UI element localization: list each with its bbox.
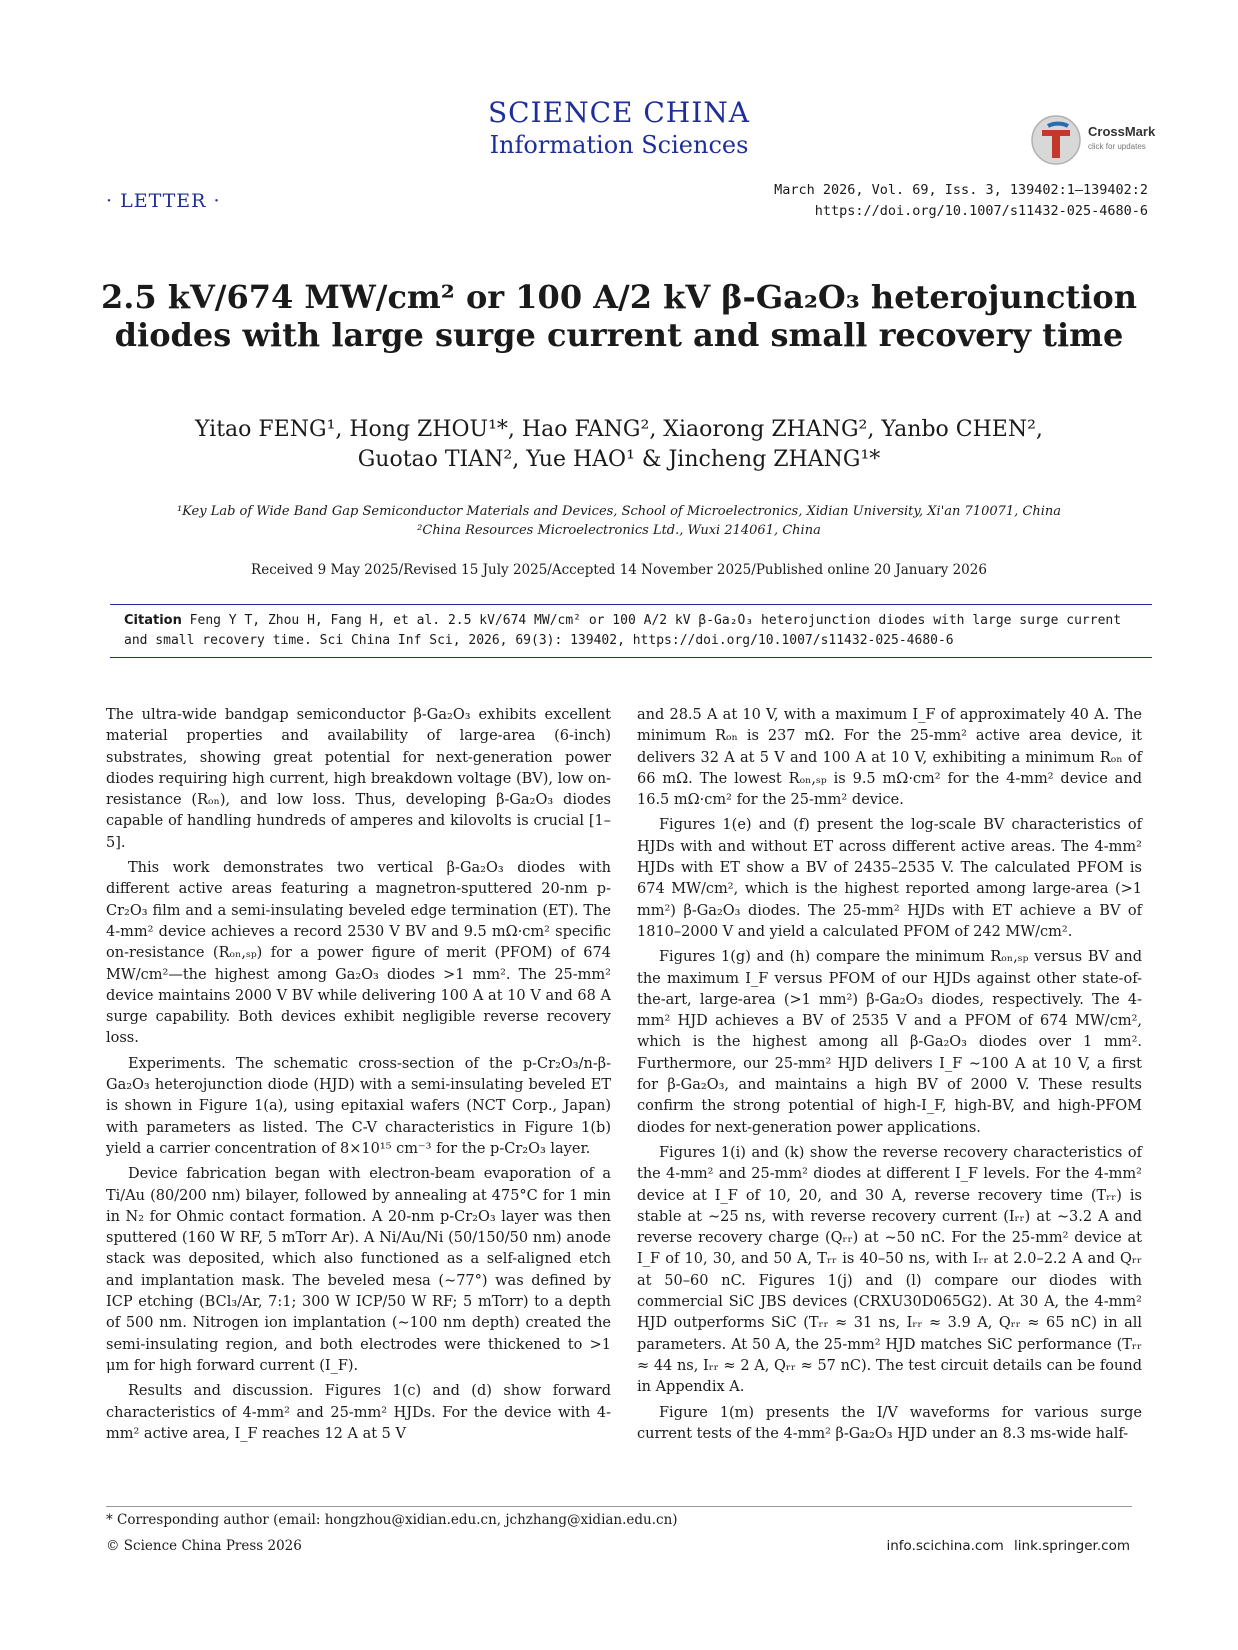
issue-line: March 2026, Vol. 69, Iss. 3, 139402:1–139402:2 [774,182,1148,198]
paragraph: Results and discussion. Figures 1(c) and (d) show forward characteristics of 4-mm² and 25-mm² HJDs. For the device with 4-mm² active area, I_F reaches 12 A at 5 V [106,1383,611,1442]
author-list [120,415,1118,475]
citation-box [110,604,1152,658]
article-title: 2.5 kV/674 MW/cm² or 100 A/2 kV β-Ga₂O₃ heterojunction diodes with large surge current and small recovery time [100,278,1138,354]
footnote-divider [106,1506,1132,1507]
paragraph: Figures 1(i) and (k) show the reverse recovery characteristics of the 4-mm² and 25-mm² diodes at different I_F levels. For the 4-mm² device at I_F of 10, 20, and 30 A, reverse recovery time (Tᵣᵣ) is stable at ∼25 ns, with reverse recovery current (Iᵣᵣ) at ∼3.2 A and reverse recovery charge (Qᵣᵣ) at ∼50 nC. For the 25-mm² device at I_F of 10, 30, and 50 A, Tᵣᵣ is 40–50 ns, with Iᵣᵣ at 2.0–2.2 A and Qᵣᵣ at 50–60 nC. Figures 1(j) and (l) compare our diodes with commercial SiC JBS devices (CRXU30D065G2). At 30 A, the 4-mm² HJD outperforms SiC (Tᵣᵣ ≈ 31 ns, Iᵣᵣ ≈ 3.9 A, Qᵣᵣ ≈ 65 nC) in all parameters. At 50 A, the 25-mm² HJD matches SiC performance (Tᵣᵣ ≈ 44 ns, Iᵣᵣ ≈ 2 A, Qᵣᵣ ≈ 57 nC). The test circuit details can be found in Appendix A. [637,1144,1142,1396]
body-column-left [106,705,611,1449]
journal-name: SCIENCE CHINA [488,96,750,129]
section-label: · LETTER · [106,190,221,212]
paragraph: Figures 1(e) and (f) present the log-scale BV characteristics of HJDs with and without ET across different active areas. The 4-mm² HJDs with ET show a BV of 2435–2535 V. The calculated PFOM is 674 MW/cm², which is the highest reported among large-area (>1 mm²) β-Ga₂O₃ diodes. The 25-mm² HJDs with ET achieve a BV of 1810–2000 V and yield a calculated PFOM of 242 MW/cm². [637,817,1142,940]
paragraph: Figures 1(g) and (h) compare the minimum Rₒₙ,ₛₚ versus BV and the maximum I_F versus PFOM of our HJDs against other state-of-the-art, large-area (>1 mm²) β-Ga₂O₃ diodes, respectively. The 4-mm² HJD achieves a BV of 2535 V and a PFOM of 674 MW/cm², which is the highest among all β-Ga₂O₃ diodes over 1 mm². Furthermore, our 25-mm² HJD delivers I_F ∼100 A at 10 V, a first for β-Ga₂O₃, and maintains a high BV of 2000 V. These results confirm the strong potential of high-I_F, high-BV, and high-PFOM diodes for next-generation power applications. [637,949,1142,1136]
paragraph: Figure 1(m) presents the I/V waveforms for various surge current tests of the 4-mm² β-Ga₂O₃ HJD under an 8.3 ms-wide half- [637,1404,1142,1442]
body-column-right [637,705,1142,1449]
affiliation-1: ¹Key Lab of Wide Band Gap Semiconductor Materials and Devices, School of Microelectronics, Xidian University, Xi'an 710071, China [176,504,1062,519]
paragraph: and 28.5 A at 10 V, with a maximum I_F of approximately 40 A. The minimum Rₒₙ is 237 mΩ. For the 25-mm² active area device, it delivers 32 A at 5 V and 100 A at 10 V, exhibiting a minimum Rₒₙ of 66 mΩ. The lowest Rₒₙ,ₛₚ is 9.5 mΩ·cm² for the 4-mm² device and 16.5 mΩ·cm² for the 25-mm² device. [637,707,1142,809]
citation-label: Citation [124,613,182,628]
paragraph: Experiments. The schematic cross-section of the p-Cr₂O₃/n-β-Ga₂O₃ heterojunction diode (HJD) with a semi-insulating beveled ET is shown in Figure 1(a), using epitaxial wafers (NCT Corp., Japan) with parameters as listed. The C-V characteristics in Figure 1(b) yield a carrier concentration of 8×10¹⁵ cm⁻³ for the p-Cr₂O₃ layer. [106,1055,611,1157]
authors-line-2: Guotao TIAN², Yue HAO¹ & Jincheng ZHANG¹* [357,447,881,472]
affiliations [80,502,1158,540]
paragraph: This work demonstrates two vertical β-Ga₂O₃ diodes with different active areas featuring a magnetron-sputtered 20-nm p-Cr₂O₃ film and a semi-insulating beveled edge termination (ET). The 4-mm² device achieves a record 2530 V BV and 9.5 mΩ·cm² specific on-resistance (Rₒₙ,ₛₚ) for a power figure of merit (PFOM) of 674 MW/cm²—the highest among Ga₂O₃ diodes >1 mm². The 25-mm² device maintains 2000 V BV while delivering 100 A at 10 V and 68 A surge capability. Both devices exhibit negligible reverse recovery loss. [106,860,611,1047]
crossmark-badge[interactable] [1028,112,1156,168]
crossmark-label: CrossMark [1088,124,1156,139]
paragraph: Device fabrication began with electron-beam evaporation of a Ti/Au (80/200 nm) bilayer, followed by annealing at 475°C for 1 min in N₂ for Ohmic contact formation. A 20-nm p-Cr₂O₃ layer was then sputtered (160 W RF, 5 mTorr Ar). A Ni/Au/Ni (50/150/50 nm) anode stack was deposited, which also functioned as a self-aligned etch and implantation mask. The beveled mesa (∼77°) was defined by ICP etching (BCl₃/Ar, 7:1; 300 W ICP/50 W RF; 5 mTorr) to a depth of 500 nm. Nitrogen ion implantation (∼100 nm depth) created the semi-insulating region, and both electrodes were thickened to >1 μm for high forward current (I_F). [106,1166,611,1374]
publication-dates: Received 9 May 2025/Revised 15 July 2025/Accepted 14 November 2025/Published online 20 January 2026 [251,562,987,578]
crossmark-icon [1028,112,1148,168]
issue-info [774,180,1148,222]
authors-line-1: Yitao FENG¹, Hong ZHOU¹*, Hao FANG², Xiaorong ZHANG², Yanbo CHEN², [195,417,1043,442]
citation-text: Feng Y T, Zhou H, Fang H, et al. 2.5 kV/674 MW/cm² or 100 A/2 kV β-Ga₂O₃ heterojunction diodes with large surge current and small recovery time. Sci China Inf Sci, 2026, 69(3): 139402, https://doi.org/10.1007/s11432-025-4680-6 [124,613,1122,648]
corresponding-author-footnote: * Corresponding author (email: hongzhou@xidian.edu.cn, jchzhang@xidian.edu.cn) [106,1512,678,1528]
crossmark-sub: click for updates [1088,142,1146,151]
affiliation-2: ²China Resources Microelectronics Ltd., Wuxi 214061, China [417,523,821,538]
copyright-line: © Science China Press 2026 [106,1538,302,1554]
journal-subtitle: Information Sciences [489,131,749,159]
doi-link[interactable]: https://doi.org/10.1007/s11432-025-4680-6 [814,203,1148,219]
paragraph: The ultra-wide bandgap semiconductor β-Ga₂O₃ exhibits excellent material properties and availability of large-area (6-inch) substrates, showing great potential for next-generation power diodes requiring high current, high breakdown voltage (BV), low on-resistance (Rₒₙ), and low loss. Thus, developing β-Ga₂O₃ diodes capable of handling hundreds of amperes and kilovolts is crucial [1–5]. [106,707,611,851]
publisher-links[interactable]: info.scichina.com link.springer.com [886,1538,1130,1554]
